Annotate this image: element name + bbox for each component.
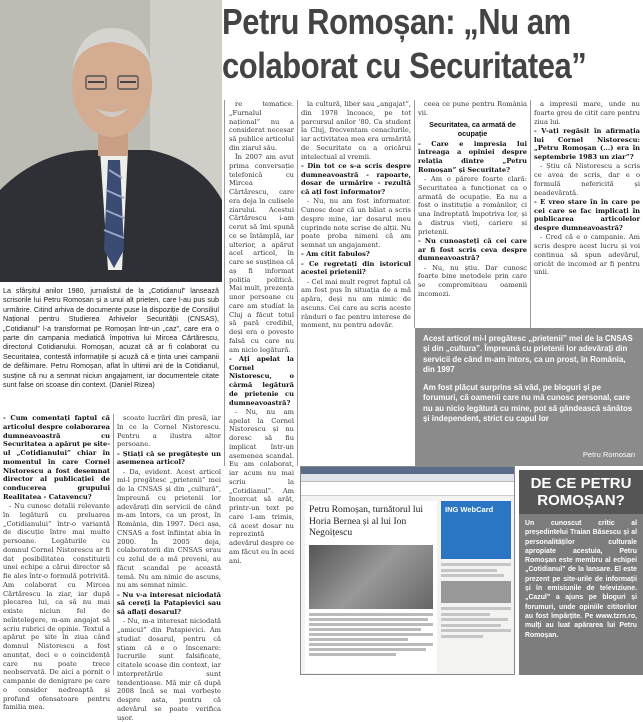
browser-toolbar bbox=[301, 474, 514, 482]
interview-answer: - Cel mai mult regret faptul că am fost pus în situația de a mă apăra, deși nu am nimic de ascuns. Cei care au scris aceste rânduri o fac pentru interese de moment, nu pentru adevăr. bbox=[301, 277, 411, 330]
interview-answer: - Nu, nu am apelat la Cornel Nistorescu și nu doresc să fiu implicat într-un asemenea scandal. Eu am colaborat, iar acum nu mai scriu la „Cotidianul”. Am încercat să arăt, printr-un text pe care l-am trimis, că acest dosar nu reprezintă adevărul despre ce am făcut eu în acei ani. bbox=[229, 407, 294, 565]
interview-question: - Nu v-a interesat niciodată să cereți la Patapievici sau să aflați dosarul? bbox=[117, 590, 221, 616]
interview-answer: - Nu cunosc detalii relevante în legătură cu preluarea „Cotidianului” într-o variantă de discuție între mai multe persoane. Legăturile cu domnul Cornel Nistorescu ar fi dat posibilitatea constituirii unei echipe a cărui director să fie ales într-o formulă potrivită. Am colaborat cu Mircea Cărtărescu la ziar, iar după plecarea lui, ca să nu mai existe niciun fel de neînțelegere, m-am angajat să scriu rubrici de opinie. Textul a apărut pe site în ziua când domnul Nistorescu a fost anunțat, deci e o coincidență care nu poate trece neobservată. De aici a pornit o campanie de denigrare pe care o consider nedreaptă și profund ofensatoare pentru familia mea. bbox=[3, 502, 110, 712]
interview-question: - Ce regretați din istoricul acestei prietenii? bbox=[301, 259, 411, 277]
article-column-3 bbox=[229, 100, 294, 565]
browser-titlebar bbox=[301, 467, 514, 474]
interview-answer: - Nu, nu am fost informator. Cunosc doar că un băiat a scris despre mine, iar dosarul meu cuprinde note scrise de alții. Nu poate proba nimeni că am semnat un angajament. bbox=[301, 197, 411, 249]
photo-caption: La sfârșitul anilor 1980, jurnalistul de la „Cotidianul” lansează scrisorile lui Petru Romoșan și a unui alt prieten, care l-au pus sub urmărire. Citind arhiva de documente puse la dispoziție de Consiliul Național pentru Studierea Arhivelor Securității (CNSAS), „Cotidianul” l-a transformat pe Romoșan într-un „caz”, care era o parte din campania mediatică împotriva lui Mircea Cărtărescu, directorul Cotidianului. Romoșan, acuzat că ar fi colaborat cu Securitatea, contestă informațiile și acuză că e ținta unei campanii de defăimare. Petru Romoșan, aflat în ultimii ani de la Cotidianul, susține că nu a semnat niciun angajament, iar documentele citate sunt false ori scoase din context. (Daniel Rizea) bbox=[3, 286, 219, 390]
column-rule bbox=[224, 100, 225, 466]
interview-answer: scoate lucrări din presă, iar în ce la Cornel Nistorescu. Pentru a ilustra altor persoane. bbox=[117, 414, 221, 449]
headline bbox=[222, 0, 587, 96]
article-column-4 bbox=[301, 100, 411, 466]
sidebar-box bbox=[519, 470, 643, 675]
screenshot-article-text bbox=[309, 613, 433, 656]
column-rule bbox=[113, 414, 114, 675]
pull-quote-signature: Petru Romosan bbox=[582, 449, 635, 459]
sidebar-title: DE CE PETRU ROMOȘAN? bbox=[519, 470, 643, 514]
interview-answer: În 2007 am avut prima conversație telefonică cu Mircea Cărtărescu, care era deja în culisele ziarului. Acestui Cărtărescu i-am cerut să îmi spună ce se întâmplă, iar ulterior, a apărut acel articol, în care se susținea că aș fi informat poliția politică. Mai mult, prezența unor persoane cu care am studiat la Cluj a făcut totul să pară credibil, deși era o poveste falsă cu care nu am nicio legătură. bbox=[229, 153, 294, 354]
pull-quote-2: Am fost plăcut surprins să văd, pe bloguri și pe forumuri, că oamenii care nu mă cunosc personal, care nu au nicio legătură cu mine, pot să gândească sănătos și independent, strict cu capul lor bbox=[423, 383, 633, 424]
interview-answer: - Nu, m-a interesat niciodată „amicul” din Patapievici. Am studiat dosarul, pentru că știam că e o înscenare: lucrurile sunt falsificate, citatele scoase din context, iar interpretările sunt tendențioase. Mă mir că după 2008 încă se mai vorbește despre asta, pentru că adevărul se poate verifica ușor. bbox=[117, 617, 221, 722]
column-rule bbox=[297, 100, 298, 466]
pull-quote-box bbox=[415, 328, 643, 466]
interview-answer: - Da, evident. Acest articol mi-l pregătesc „prietenii” mei de la CNSAS și din „cultură”, împreună cu prietenii lor adevărați din servicii de când m-am întors, ca un prost, în România, din 1997. Deci așa, CNSAS a fost înființat abia în 2000. În 2005 deja, colaboratorii din CNSAS erau cu zelul de a mă preveni, au făcut scandal pe această temă. Nu am nimic de ascuns, nu am semnat nimic. bbox=[117, 467, 221, 590]
interview-question: - Nu cunoașteți că cei care ar fi fost scris ceva despre dumneavoastră? bbox=[418, 236, 527, 263]
portrait-photo bbox=[0, 0, 222, 282]
article-column-5 bbox=[418, 100, 527, 328]
column-rule bbox=[530, 100, 531, 328]
portrait-illustration bbox=[0, 0, 222, 282]
interview-answer: - Cred că e o campanie. Am scris despre acest lucru și voi continua să spun adevărul, oricât de incomod ar fi pentru unii. bbox=[534, 233, 640, 277]
headline-line-1: Petru Romoșan: „Nu am bbox=[222, 1, 571, 42]
interview-question: - Știați că se pregătește un asemenea articol? bbox=[117, 449, 221, 467]
interview-question: - Cum comentați faptul că articolul despre colaborarea dumneavoastră cu Securitatea a apărut pe site-ul „Cotidianului” chiar în momentul în care Cornel Nistorescu a fost desemnat director al publicației de conducerea grupului Realitatea - Catavencu? bbox=[3, 414, 110, 501]
screenshot-article-photo bbox=[309, 545, 433, 609]
article-column-3-lower bbox=[229, 466, 297, 675]
interview-question: - Ați apelat la Cornel Nistorescu, o cârmă legătură de prietenie cu dumneavoastră? bbox=[229, 354, 294, 407]
interview-question: - Care e impresia lui întreaga a opiniei despre relația dintre „Petru Romoșan” și Securitate? bbox=[418, 139, 527, 174]
headline-line-2: colaborat cu Securitatea” bbox=[222, 45, 587, 86]
article-column-1 bbox=[3, 414, 110, 712]
sidebar-body: Un cunoscut critic al președintelui Traian Băsescu și al personalităților culturale apropiate acestuia, Petru Romoșan este membru al echipei „Cotidianul” de la lansare. El este prezent pe site-urile de informații și în emisiunile de televiziune. „Cazul” a ajuns pe bloguri și forumuri, unde opiniile cititorilor au fost împărțite. Pe www.tzrn.ro, mulți au luat apărarea lui Petru Romoșan. bbox=[525, 520, 637, 639]
section-heading: Securitatea, ca armată de ocupație bbox=[429, 119, 516, 138]
article-column-2 bbox=[117, 414, 221, 722]
interview-answer: la cultură, liber sau „angajat”, din 1978 încoace, pe tot parcursul anilor '80. Ca student la Cluj, frecventam cenaclurile, iar activitatea mea era urmărită de Securitate ca a oricărui intelectual al vremii. bbox=[301, 100, 411, 161]
interview-answer: - Știu că Nistorescu a scris ce avea de scris, dar e o formulă nefericită și neadevărată. bbox=[534, 162, 640, 197]
website-screenshot bbox=[300, 466, 515, 675]
interview-question: - Din tot ce s-a scris despre dumneavoastră - rapoarte, dosar de urmărire - rezultă că ați fost informator? bbox=[301, 161, 411, 196]
screenshot-article bbox=[305, 501, 437, 673]
interview-answer: a impresii mare, unde nu foarte greu de citit care pentru ziua lui. bbox=[534, 100, 640, 126]
interview-answer: - Am o părere foarte clară: Securitatea a funcționat ca o armată de ocupație. Ea nu a fost o instituție a românilor, ci una îndreptată împotriva lor, și a distrus vieți, cariere și prietenii. bbox=[418, 175, 527, 236]
interview-answer: re tematice. „Furnalul național” nu a considerat necesar să publice articolul din ziarul său. bbox=[229, 100, 294, 152]
interview-question: - E vreo stare în în care pe cei care se fac implicați în publicarea articolelor despre dumneavoastră? bbox=[534, 197, 640, 232]
interview-question: - V-ați regăsit în afirmația lui Cornel Nistorescu: „Petru Romoșan (...) era în septembrie 1983 un ziar”? bbox=[534, 126, 640, 161]
article-column-6 bbox=[534, 100, 640, 328]
site-header bbox=[301, 482, 514, 496]
column-rule bbox=[414, 100, 415, 328]
interview-answer: - Nu, nu știu. Dar cunosc foarte bine metodele prin care se compromiteau oamenii incomozi. bbox=[418, 263, 527, 298]
screenshot-sidebar bbox=[441, 563, 511, 640]
screenshot-article-title: Petru Romoșan, turnătorul lui Horia Bernea și al lui Ion Negoițescu bbox=[309, 504, 424, 538]
pull-quote-1: Acest articol mi-l pregătesc „prietenii” mei de la CNSAS și din „cultura”. Împreună cu prietenii lor adevărați din servicii de când m-am întors, ca un prost, în România, din 1997 bbox=[423, 334, 633, 374]
interview-question: - Am citit fabulos? bbox=[301, 250, 370, 259]
screenshot-ad-banner: ING WebCard bbox=[441, 501, 511, 559]
interview-answer: ceea ce pune pentru România vii. bbox=[418, 100, 527, 117]
